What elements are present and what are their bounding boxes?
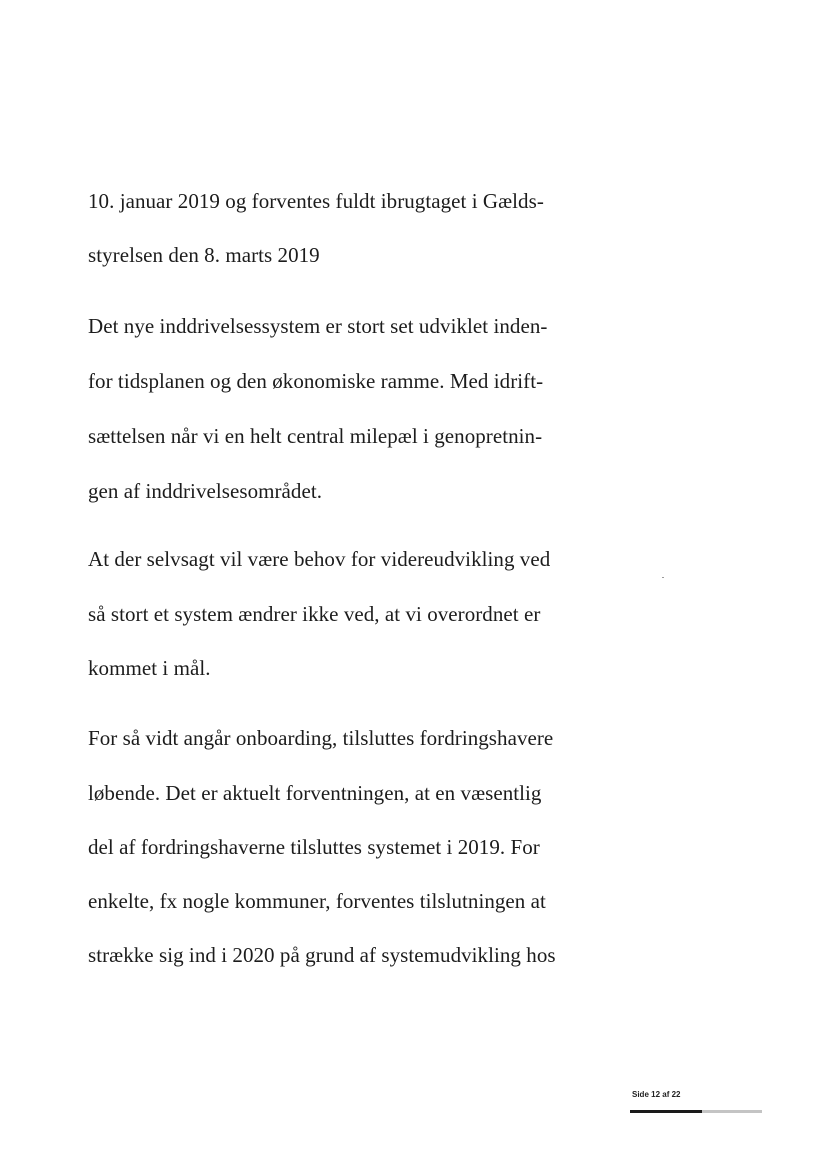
text-line: så stort et system ændrer ikke ved, at vi overordnet er bbox=[88, 602, 541, 626]
text-line: 10. januar 2019 og forventes fuldt ibrugtaget i Gælds- bbox=[88, 189, 544, 213]
text-line: For så vidt angår onboarding, tilsluttes fordringshavere bbox=[88, 726, 554, 750]
text-line: for tidsplanen og den økonomiske ramme. Med idrift- bbox=[88, 369, 544, 393]
text-line: strække sig ind i 2020 på grund af systemudvikling hos bbox=[88, 943, 556, 967]
text-line: del af fordringshaverne tilsluttes systemet i 2019. For bbox=[88, 835, 540, 859]
text-line: løbende. Det er aktuelt forventningen, at en væsentlig bbox=[88, 781, 542, 805]
page-number-label: Side 12 af 22 bbox=[632, 1090, 681, 1099]
page-progress-fill bbox=[630, 1110, 702, 1113]
text-line: At der selvsagt vil være behov for videreudvikling ved bbox=[88, 547, 551, 571]
scan-speck bbox=[662, 577, 664, 578]
text-line: enkelte, fx nogle kommuner, forventes tilslutningen at bbox=[88, 889, 546, 913]
text-line: kommet i mål. bbox=[88, 656, 211, 680]
text-line: sættelsen når vi en helt central milepæl i genopretnin- bbox=[88, 424, 543, 448]
text-line: Det nye inddrivelsessystem er stort set udviklet inden- bbox=[88, 314, 548, 338]
page-progress-bar bbox=[630, 1109, 762, 1115]
text-line: gen af inddrivelsesområdet. bbox=[88, 479, 323, 503]
text-line: styrelsen den 8. marts 2019 bbox=[88, 243, 320, 267]
